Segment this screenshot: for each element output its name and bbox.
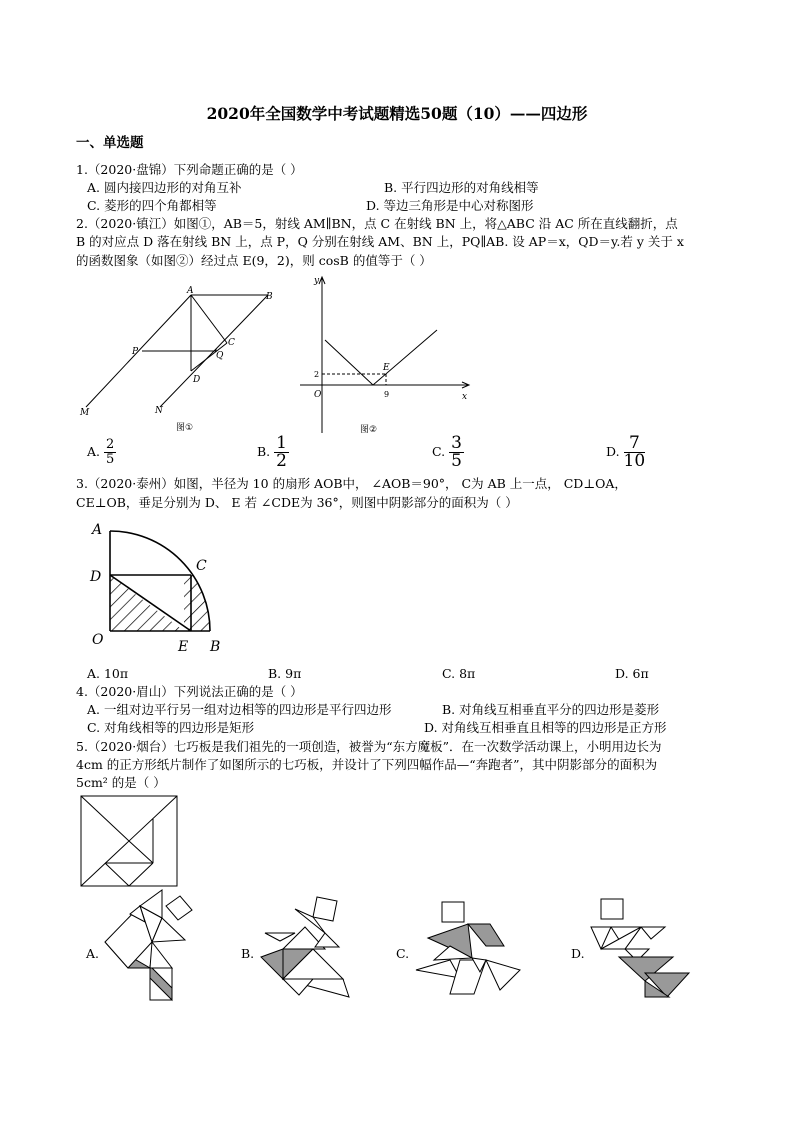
q1-option-d: D. 等边三角形是中心对称图形 xyxy=(366,198,534,213)
q3-label-d: D xyxy=(90,569,102,585)
q2-stem-line3: 的函数图象（如图②）经过点 E(9，2)，则 cosB 的值等于（ ） xyxy=(76,253,432,268)
q4-option-b: B. 对角线互相垂直平分的四边形是菱形 xyxy=(442,702,660,717)
q5-option-d-figure xyxy=(585,895,693,1005)
q3-option-a: A. 10π xyxy=(87,666,129,681)
fig2-label-x: x xyxy=(462,392,468,402)
frac-num: 1 xyxy=(276,433,287,453)
q5-option-d-label: D. xyxy=(571,946,585,961)
q3-stem-line2: CE⊥OB，垂足分别为 D、 E 若 ∠CDE为 36°，则图中阴影部分的面积为（ ） xyxy=(76,495,518,510)
q3-option-b: B. 9π xyxy=(268,666,302,681)
fig1-label-n: N xyxy=(155,406,163,416)
fig1-label-p: P xyxy=(132,347,139,357)
q3-stem-line1: 3.（2020·泰州）如图，半径为 10 的扇形 AOB中， ∠AOB＝90°， C为 AB 上一点， CD⊥OA， xyxy=(76,476,627,491)
fig2-label-e: E xyxy=(383,363,390,373)
frac-num: 2 xyxy=(106,437,115,452)
q3-label-b: B xyxy=(210,639,221,655)
q2-figure2 xyxy=(300,270,480,438)
q4-stem: 4.（2020·眉山）下列说法正确的是（ ） xyxy=(76,684,303,699)
fig2-tick-2: 2 xyxy=(314,370,320,379)
section-heading: 一、单选题 xyxy=(76,135,144,151)
q2-figure1 xyxy=(76,285,291,435)
q1-option-a: A. 圆内接四边形的对角互补 xyxy=(87,180,242,195)
page-title: 2020年全国数学中考试题精选50题（10）——四边形 xyxy=(206,104,588,123)
q2-option-c-fraction xyxy=(449,435,464,470)
q3-label-o: O xyxy=(92,632,104,648)
q2-option-a xyxy=(87,438,116,467)
q1-stem: 1.（2020·盘锦）下列命题正确的是（ ） xyxy=(76,162,303,177)
q1-option-b: B. 平行四边形的对角线相等 xyxy=(384,180,539,195)
q5-option-a-label: A. xyxy=(86,946,100,961)
tangram-square-figure xyxy=(80,795,180,889)
fig1-label-a: A xyxy=(187,286,194,296)
q2-option-a-letter: A. xyxy=(87,444,101,459)
q5-option-c-figure xyxy=(410,900,530,1000)
q5-stem-line2: 4cm 的正方形纸片制作了如图所示的七巧板，并设计了下列四幅作品—“奔跑者”，其中阴影部分的面积为 xyxy=(76,757,658,772)
frac-den: 10 xyxy=(623,451,646,471)
q5-option-a-figure xyxy=(100,888,205,1003)
q2-option-b-letter: B. xyxy=(257,444,271,459)
q3-option-d: D. 6π xyxy=(615,666,649,681)
fig1-label-c: C xyxy=(228,338,235,348)
frac-num: 7 xyxy=(624,435,646,453)
q2-option-b xyxy=(257,435,289,470)
q3-option-c: C. 8π xyxy=(442,666,476,681)
q2-option-d xyxy=(606,435,645,470)
q3-sector-figure xyxy=(84,518,229,658)
q2-option-c xyxy=(432,435,464,470)
q2-stem-line1: 2.（2020·镇江）如图①，AB＝5，射线 AM∥BN，点 C 在射线 BN 上，将△ABC 沿 AC 所在直线翻折，点 xyxy=(76,216,678,231)
fig1-label-d: D xyxy=(193,375,201,385)
fig1-label-b: B xyxy=(266,292,273,302)
q2-option-a-fraction xyxy=(104,438,116,467)
q2-stem-line2: B 的对应点 D 落在射线 BN 上，点 P，Q 分别在射线 AM、BN 上，PQ∥AB. 设 AP＝x，QD＝y.若 y 关于 x xyxy=(76,234,684,249)
q5-stem-line1: 5.（2020·烟台）七巧板是我们祖先的一项创造，被誉为“东方魔板”．在一次数学活动课上，小明用边长为 xyxy=(76,739,662,754)
q3-label-e: E xyxy=(178,639,189,655)
q4-option-a: A. 一组对边平行另一组对边相等的四边形是平行四边形 xyxy=(87,702,392,717)
frac-den: 5 xyxy=(451,451,462,471)
fig2-tick-9: 9 xyxy=(384,390,390,399)
q4-option-d: D. 对角线互相垂直且相等的四边形是正方形 xyxy=(424,720,667,735)
q3-label-a: A xyxy=(92,522,103,538)
q5-stem-line3: 5cm² 的是（ ） xyxy=(76,775,166,790)
fig1-label-q: Q xyxy=(216,351,224,361)
q2-option-b-fraction xyxy=(274,435,289,470)
frac-den: 2 xyxy=(276,451,287,471)
fig2-label-y: y xyxy=(314,276,320,286)
q2-option-c-letter: C. xyxy=(432,444,446,459)
q3-label-c: C xyxy=(196,558,207,574)
fig1-label-m: M xyxy=(80,408,90,418)
q5-option-b-label: B. xyxy=(241,946,255,961)
q2-option-d-fraction xyxy=(624,435,646,470)
q4-option-c: C. 对角线相等的四边形是矩形 xyxy=(87,720,255,735)
frac-num: 3 xyxy=(451,433,462,453)
q5-option-b-figure xyxy=(255,895,355,1005)
frac-den: 5 xyxy=(106,452,115,467)
fig2-label-o: O xyxy=(314,390,322,400)
fig2-caption: 图② xyxy=(360,425,378,435)
q5-option-c-label: C. xyxy=(396,946,410,961)
q1-option-c: C. 菱形的四个角都相等 xyxy=(87,198,217,213)
fig1-caption: 图① xyxy=(176,423,194,433)
q2-option-d-letter: D. xyxy=(606,444,620,459)
